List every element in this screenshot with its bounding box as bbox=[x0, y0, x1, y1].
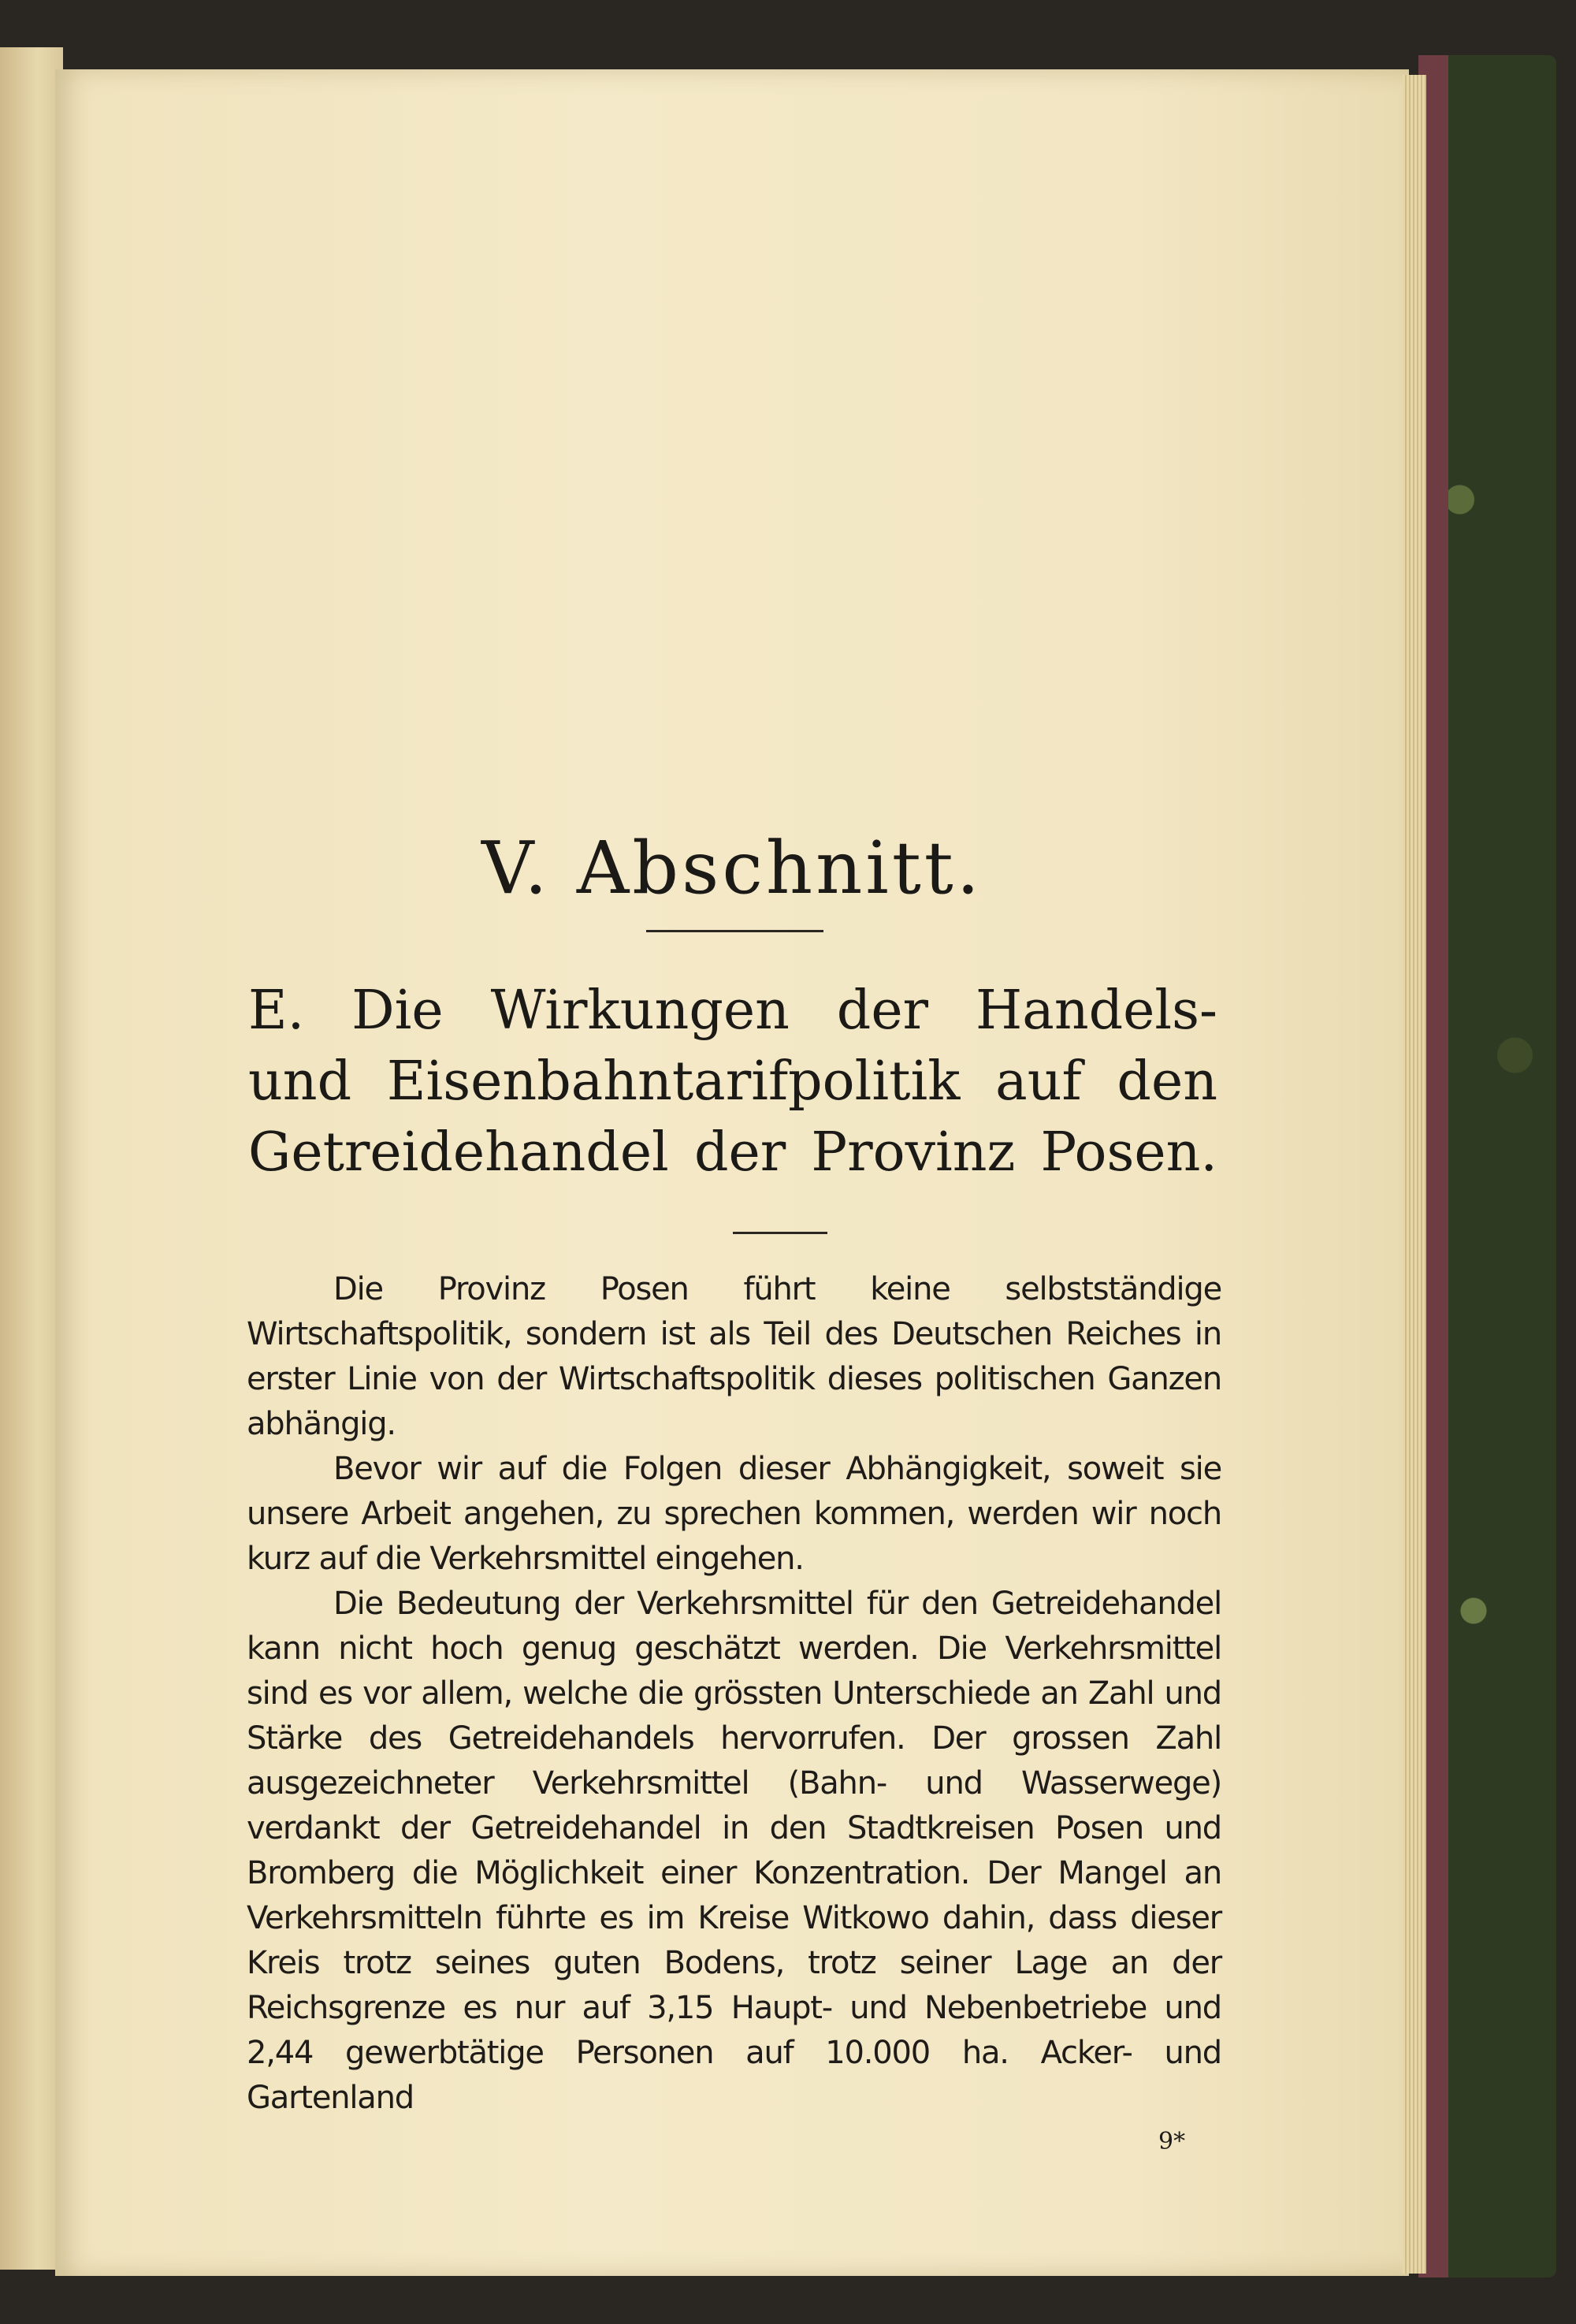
title-rule bbox=[733, 1232, 827, 1234]
page-stack-edge bbox=[1403, 75, 1426, 2274]
page bbox=[55, 69, 1409, 2276]
page-number: 9* bbox=[1158, 2128, 1186, 2155]
section-heading: V. Abschnitt. bbox=[481, 826, 983, 910]
heading-rule bbox=[646, 930, 823, 932]
chapter-title-line-3: Getreidehandel der Provinz Posen. bbox=[248, 1121, 1217, 1184]
chapter-title-line-1: E. Die Wirkungen der Handels- bbox=[248, 980, 1217, 1042]
body-text bbox=[247, 1267, 1221, 2121]
paragraph: Die Provinz Posen führt keine selbstständige Wirtschaftspolitik, sondern ist als Teil des Deutschen Reiches in erster Linie von der Wirtschaftspolitik dieses politischen Ganzen abhängig. bbox=[247, 1271, 1221, 1442]
paragraph: Bevor wir auf die Folgen dieser Abhängigkeit, soweit sie unsere Arbeit angehen, zu sprechen kommen, werden wir noch kurz auf die Verkehrsmittel eingehen. bbox=[247, 1451, 1221, 1577]
previous-page-edge bbox=[0, 47, 63, 2270]
chapter-title-line-2: und Eisenbahntarifpolitik auf den bbox=[248, 1050, 1217, 1113]
chapter-title bbox=[248, 976, 1217, 1188]
paragraph: Die Bedeutung der Verkehrsmittel für den Getreidehandel kann nicht hoch genug geschätzt werden. Die Verkehrsmittel sind es vor allem, welche die grössten Unterschiede an Zahl und Stärke des Getreidehandels hervorrufen. Der grossen Zahl ausgezeichneter Verkehrsmittel (Bahn- und Wasserwege) verdankt der Getreidehandel in den Stadtkreisen Posen und Bromberg die Möglichkeit einer Konzentration. Der Mangel an Verkehrsmitteln führte es im Kreise Witkowo dahin, dass dieser Kreis trotz seines guten Bodens, trotz seiner Lage an der Reichsgrenze es nur auf 3,15 Haupt- und Nebenbetriebe und 2,44 gewerbtätige Personen auf 10.000 ha. Acker- und Gartenland bbox=[247, 1586, 1221, 2116]
